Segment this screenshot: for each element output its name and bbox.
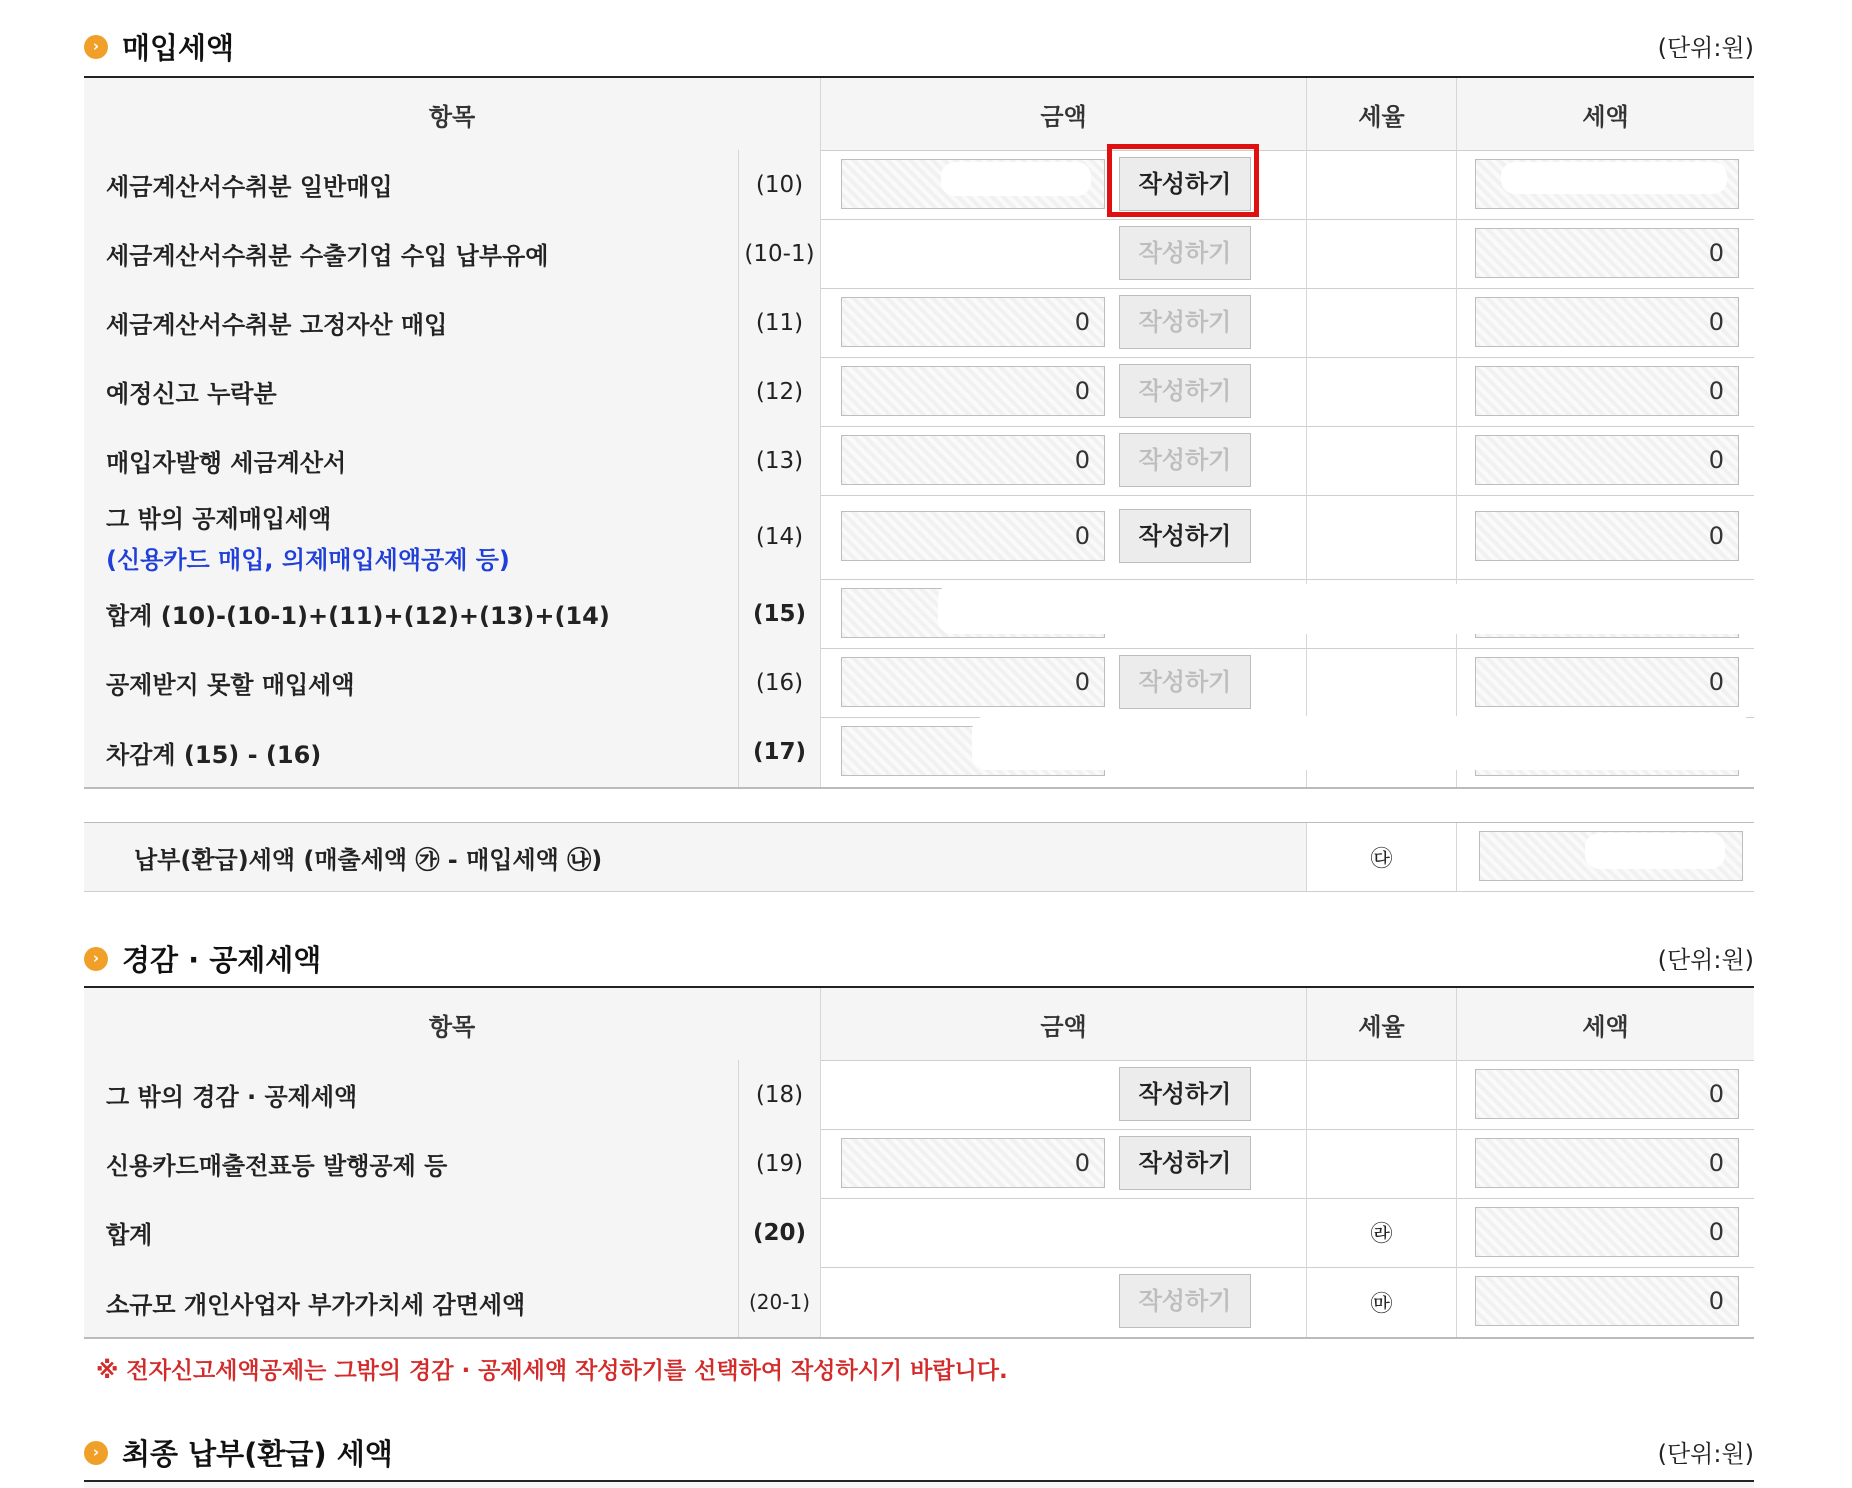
header-amount: 금액 <box>820 78 1306 150</box>
table-row <box>84 1198 1754 1268</box>
table-row <box>84 288 1754 358</box>
redaction-mask <box>1501 162 1727 194</box>
row-label: 소규모 개인사업자 부가가치세 감면세액 <box>84 1267 738 1337</box>
rate-cell <box>1306 288 1456 357</box>
row-label: 그 밖의 경감 · 공제세액 <box>84 1060 738 1129</box>
row-label: 세금계산서수취분 고정자산 매입 <box>84 288 738 357</box>
amount-cell <box>820 357 1306 426</box>
row-code: (10) <box>738 150 820 219</box>
table-row <box>84 1060 1754 1130</box>
table-row <box>84 1267 1754 1339</box>
row-code: (19) <box>738 1129 820 1198</box>
write-button[interactable]: 작성하기 <box>1119 509 1251 563</box>
row-label: 공제받지 못할 매입세액 <box>84 648 738 717</box>
rate-cell <box>1306 648 1456 717</box>
tax-field[interactable]: 0 <box>1475 1069 1739 1119</box>
tax-field[interactable]: 0 <box>1475 435 1739 485</box>
table-row <box>84 495 1754 580</box>
tax-cell <box>1456 1129 1754 1198</box>
amount-cell <box>820 219 1306 288</box>
tax-field[interactable]: 0 <box>1475 366 1739 416</box>
redaction-mask <box>972 716 1754 770</box>
notice-text: ※ 전자신고세액공제는 그밖의 경감 · 공제세액 작성하기를 선택하여 작성하시기 바랍니다. <box>96 1358 1008 1384</box>
amount-cell <box>820 426 1306 495</box>
reduction-tax-table <box>84 986 1754 1340</box>
amount-cell <box>820 150 1306 219</box>
unit-label: (단위:원) <box>1657 946 1754 974</box>
rate-cell <box>1306 1129 1456 1198</box>
tax-field[interactable]: 0 <box>1475 657 1739 707</box>
unit-label: (단위:원) <box>1657 1440 1754 1468</box>
row-code: (15) <box>738 579 820 648</box>
tax-cell <box>1456 495 1754 579</box>
amount-field[interactable]: 0 <box>841 1138 1105 1188</box>
rate-cell <box>1306 1060 1456 1129</box>
amount-cell <box>820 1198 1306 1267</box>
header-tax: 세액 <box>1456 988 1754 1060</box>
bullet-icon: › <box>84 1441 108 1465</box>
tax-cell <box>1456 150 1754 219</box>
write-button[interactable]: 작성하기 <box>1119 655 1251 709</box>
rate-cell <box>1306 150 1456 219</box>
table-row <box>84 1129 1754 1199</box>
row-code: (13) <box>738 426 820 495</box>
row-label: 신용카드매출전표등 발행공제 등 <box>84 1129 738 1198</box>
table-row <box>84 219 1754 289</box>
row-code: (11) <box>738 288 820 357</box>
row-label-block <box>84 495 738 579</box>
amount-field[interactable]: 0 <box>841 297 1105 347</box>
row-label: 예정신고 누락분 <box>84 357 738 426</box>
section-title-reduction <box>84 938 321 979</box>
table-row <box>84 426 1754 496</box>
row-code: (20) <box>738 1198 820 1267</box>
header-rate: 세율 <box>1306 988 1456 1060</box>
tax-cell <box>1456 823 1754 891</box>
tax-field[interactable]: 0 <box>1475 511 1739 561</box>
section-title-text: 매입세액 <box>122 31 235 65</box>
amount-cell <box>820 1267 1306 1337</box>
row-code: (18) <box>738 1060 820 1129</box>
rate-cell <box>1306 495 1456 579</box>
payable-table <box>84 822 1754 893</box>
tax-field[interactable]: 0 <box>1475 1207 1739 1257</box>
row-label: 세금계산서수취분 수출기업 수입 납부유예 <box>84 219 738 288</box>
table-row <box>84 150 1754 220</box>
table-row <box>84 357 1754 427</box>
amount-cell <box>820 648 1306 717</box>
tax-field[interactable]: 0 <box>1475 297 1739 347</box>
write-button[interactable]: 작성하기 <box>1119 1067 1251 1121</box>
header-item: 항목 <box>428 102 476 131</box>
section-title-purchase <box>84 26 234 67</box>
write-button[interactable]: 작성하기 <box>1119 1274 1251 1328</box>
tax-field[interactable]: 0 <box>1475 228 1739 278</box>
row-code: (12) <box>738 357 820 426</box>
amount-cell <box>820 288 1306 357</box>
row-label: 그 밖의 공제매입세액 <box>106 505 332 533</box>
tax-cell <box>1456 288 1754 357</box>
tax-cell <box>1456 1198 1754 1267</box>
redaction-mask <box>941 162 1091 196</box>
amount-field[interactable]: 0 <box>841 366 1105 416</box>
unit-label: (단위:원) <box>1657 34 1754 62</box>
bullet-icon: › <box>84 947 108 971</box>
row-code: (17) <box>738 717 820 787</box>
tax-cell <box>1456 219 1754 288</box>
bullet-icon: › <box>84 35 108 59</box>
rate-cell <box>1306 357 1456 426</box>
rate-marker: ㉱ <box>1306 1198 1456 1267</box>
rate-cell <box>1306 219 1456 288</box>
header-rate: 세율 <box>1306 78 1456 150</box>
header-tax: 세액 <box>1456 78 1754 150</box>
row-code: (14) <box>738 495 820 579</box>
write-button[interactable]: 작성하기 <box>1119 226 1251 280</box>
row-label: 차감계 (15) - (16) <box>84 717 738 787</box>
write-button[interactable]: 작성하기 <box>1119 295 1251 349</box>
row-code: (20-1) <box>738 1267 820 1337</box>
section-title-text: 최종 납부(환급) 세액 <box>122 1437 393 1471</box>
write-button[interactable]: 작성하기 <box>1119 1136 1251 1190</box>
amount-cell <box>820 1060 1306 1129</box>
tax-field[interactable]: 0 <box>1475 1138 1739 1188</box>
rate-cell <box>1306 426 1456 495</box>
section-title-final <box>84 1432 393 1473</box>
highlight-box <box>1107 144 1259 217</box>
section-title-text: 경감 · 공제세액 <box>122 943 322 977</box>
amount-field[interactable]: 0 <box>841 435 1105 485</box>
table-row <box>84 648 1754 718</box>
payable-row <box>84 823 1754 892</box>
table-header <box>84 988 1754 1061</box>
purchase-tax-table <box>84 76 1754 790</box>
tax-cell <box>1456 648 1754 717</box>
amount-cell <box>820 495 1306 579</box>
final-table-top <box>84 1480 1754 1488</box>
tax-field[interactable]: 0 <box>1475 1276 1739 1326</box>
row-label: 세금계산서수취분 일반매입 <box>84 150 738 219</box>
tax-cell <box>1456 1060 1754 1129</box>
tax-cell <box>1456 357 1754 426</box>
write-button[interactable]: 작성하기 <box>1119 157 1251 211</box>
table-header <box>84 78 1754 151</box>
header-item: 항목 <box>428 1012 476 1041</box>
amount-cell <box>820 1129 1306 1198</box>
payable-label: 납부(환급)세액 (매출세액 ㉮ - 매입세액 ㉯) <box>134 845 603 874</box>
payable-marker: ㉰ <box>1306 823 1456 891</box>
row-sublabel: (신용카드 매입, 의제매입세액공제 등) <box>106 546 510 574</box>
row-label: 매입자발행 세금계산서 <box>84 426 738 495</box>
amount-field[interactable]: 0 <box>841 511 1105 561</box>
redaction-mask <box>938 584 1780 634</box>
row-code: (10-1) <box>738 219 820 288</box>
redaction-mask <box>1585 833 1725 869</box>
write-button[interactable]: 작성하기 <box>1119 364 1251 418</box>
row-code: (16) <box>738 648 820 717</box>
header-amount: 금액 <box>820 988 1306 1060</box>
row-label: 합계 (10)-(10-1)+(11)+(12)+(13)+(14) <box>84 579 738 648</box>
write-button[interactable]: 작성하기 <box>1119 433 1251 487</box>
tax-cell <box>1456 1267 1754 1337</box>
tax-cell <box>1456 426 1754 495</box>
row-label: 합계 <box>84 1198 738 1267</box>
rate-marker: ㉲ <box>1306 1267 1456 1337</box>
amount-field[interactable]: 0 <box>841 657 1105 707</box>
